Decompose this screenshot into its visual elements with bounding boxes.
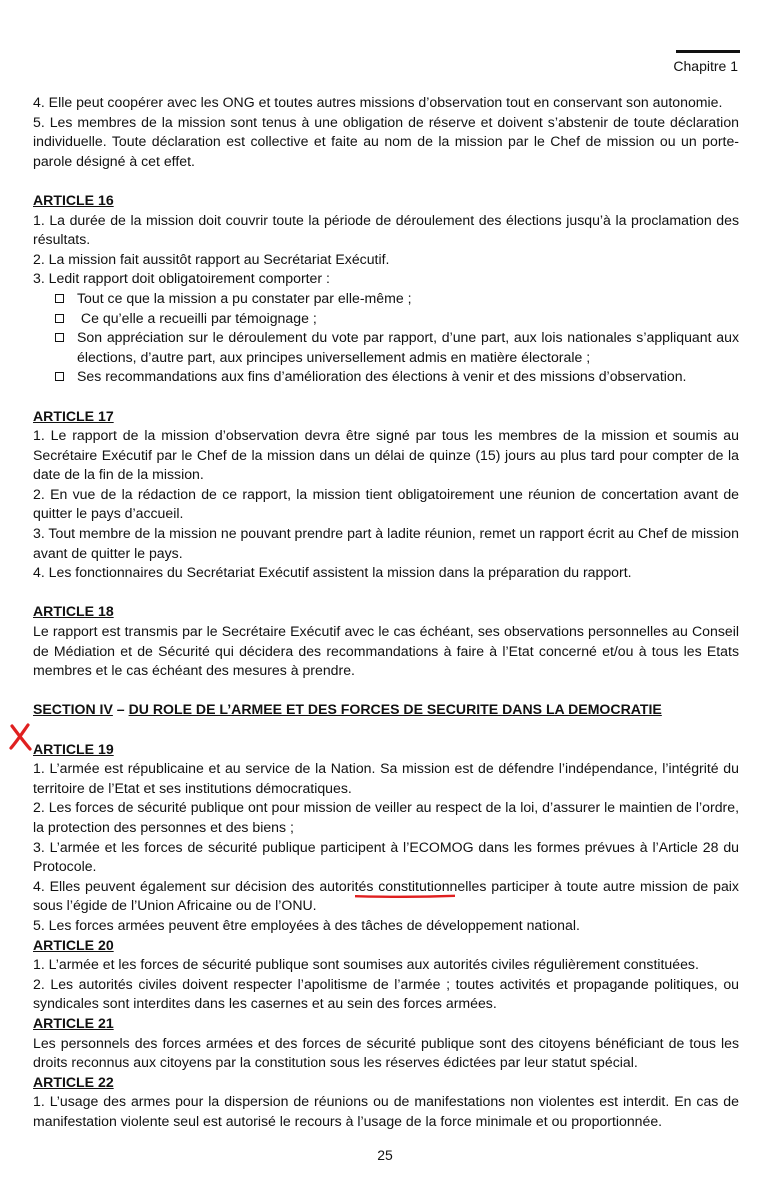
document-body (33, 93, 739, 1131)
paragraph: 2. En vue de la rédaction de ce rapport, la mission tient obligatoirement une réunion de concertation avant de quitter le pays d’accueil. (33, 485, 739, 522)
paragraph: 1. L’usage des armes pour la dispersion de réunions ou de manifestations non violentes est interdit. En cas de manifestation violente seul est autorisé le recours à l’usage de la force minimale et ou proportionnée. (33, 1093, 739, 1129)
paragraph: 2. La mission fait aussitôt rapport au Secrétariat Exécutif. (33, 250, 390, 267)
list-item: Son appréciation sur le déroulement du vote par rapport, d’une part, aux lois nationales s’appliquant aux élections, d’autre part, aux principes universellement admis en matière électorale ; (55, 328, 739, 367)
article-18-heading: ARTICLE 18 (33, 603, 114, 620)
handwritten-x-mark-icon (6, 722, 36, 752)
page-number: 25 (377, 1147, 393, 1163)
red-underline-stroke-icon (355, 894, 455, 898)
article-21-heading: ARTICLE 21 (33, 1014, 114, 1031)
checkbox-bullet-icon (55, 314, 64, 323)
paragraph: 2. Les forces de sécurité publique ont pour mission de veiller au respect de la loi, d’assurer le maintien de l’ordre, la protection des personnes et des biens ; (33, 799, 739, 835)
article-17-heading: ARTICLE 17 (33, 407, 114, 424)
paragraph: 3. L’armée et les forces de sécurité publique participent à l’ECOMOG dans les formes prévues à l’Article 28 du Protocole. (33, 838, 739, 875)
list-item: Ce qu’elle a recueilli par témoignage ; (55, 309, 739, 329)
section-4-heading: SECTION IV – DU ROLE DE L’ARMEE ET DES FORCES DE SECURITE DANS LA DEMOCRATIE (33, 701, 662, 718)
list-item: Ses recommandations aux fins d’amélioration des élections à venir et des missions d’observation. (55, 367, 739, 387)
paragraph: Le rapport est transmis par le Secrétaire Exécutif avec le cas échéant, ses observations personnelles au Conseil de Médiation et de Sécurité qui décidera des recommandations à faire à l’Etat concerné et/ou à tous les Etats membres et le cas échéant des mesures à prendre. (33, 623, 739, 679)
red-underlined-text: tés constitutionnelles participer à (355, 878, 562, 894)
paragraph: 5. Les forces armées peuvent être employées à des tâches de développement national. (33, 916, 580, 933)
header-rule (676, 50, 740, 53)
paragraph: 3. Ledit rapport doit obligatoirement comporter : (33, 270, 330, 287)
paragraph: 4. Les fonctionnaires du Secrétariat Exécutif assistent la mission dans la préparation du rapport. (33, 564, 632, 581)
paragraph: 4. Elles peuvent également sur décision des autorités constitutionnelles participer à toute autre mission de paix sous l’égide de l’Union Africaine ou de l’ONU. (33, 877, 739, 914)
checkbox-bullet-icon (55, 333, 64, 342)
checkbox-bullet-icon (55, 294, 64, 303)
article-20-heading: ARTICLE 20 (33, 936, 114, 953)
paragraph: 5. Les membres de la mission sont tenus à une obligation de réserve et doivent s’abstenir de toute déclaration individuelle. Toute déclaration est collective et faite au nom de la mission par le Chef de mission ou un porte-parole désigné à cet effet. (33, 113, 739, 169)
bullet-list (33, 289, 739, 387)
paragraph: 2. Les autorités civiles doivent respecter l’apolitisme de l’armée ; toutes activités et propagande politiques, ou syndicales sont interdites dans les casernes et au sein des forces armées. (33, 975, 739, 1012)
article-22-heading: ARTICLE 22 (33, 1073, 114, 1090)
list-item: Tout ce que la mission a pu constater par elle-même ; (55, 289, 739, 309)
paragraph: 3. Tout membre de la mission ne pouvant prendre part à ladite réunion, remet un rapport écrit au Chef de mission avant de quitter le pays. (33, 525, 739, 561)
paragraph: 1. L’armée est républicaine et au service de la Nation. Sa mission est de défendre l’indépendance, l’intégrité du territoire de l’Etat et ses institutions démocratiques. (33, 760, 739, 796)
paragraph: 1. Le rapport de la mission d’observation devra être signé par tous les membres de la mission et soumis au Secrétaire Exécutif par le Chef de la mission dans un délai de quinze (15) jours au plus tard pour compter de la date de la fin de la mission. (33, 427, 739, 483)
chapter-header: Chapitre 1 (673, 58, 738, 74)
paragraph: 1. La durée de la mission doit couvrir toute la période de déroulement des élections jusqu’à la proclamation des résultats. (33, 211, 739, 248)
checkbox-bullet-icon (55, 372, 64, 381)
article-19-heading: ARTICLE 19 (33, 740, 114, 757)
paragraph: Les personnels des forces armées et des forces de sécurité publique sont des citoyens bénéficiant de tous les droits reconnus aux citoyens par la constitution sous les réserves édictées par leur statut spécial. (33, 1034, 739, 1071)
article-16-heading: ARTICLE 16 (33, 191, 114, 208)
paragraph: 1. L’armée et les forces de sécurité publique sont soumises aux autorités civiles régulièrement constituées. (33, 956, 699, 973)
paragraph: 4. Elle peut coopérer avec les ONG et toutes autres missions d’observation tout en conservant son autonomie. (33, 94, 723, 110)
